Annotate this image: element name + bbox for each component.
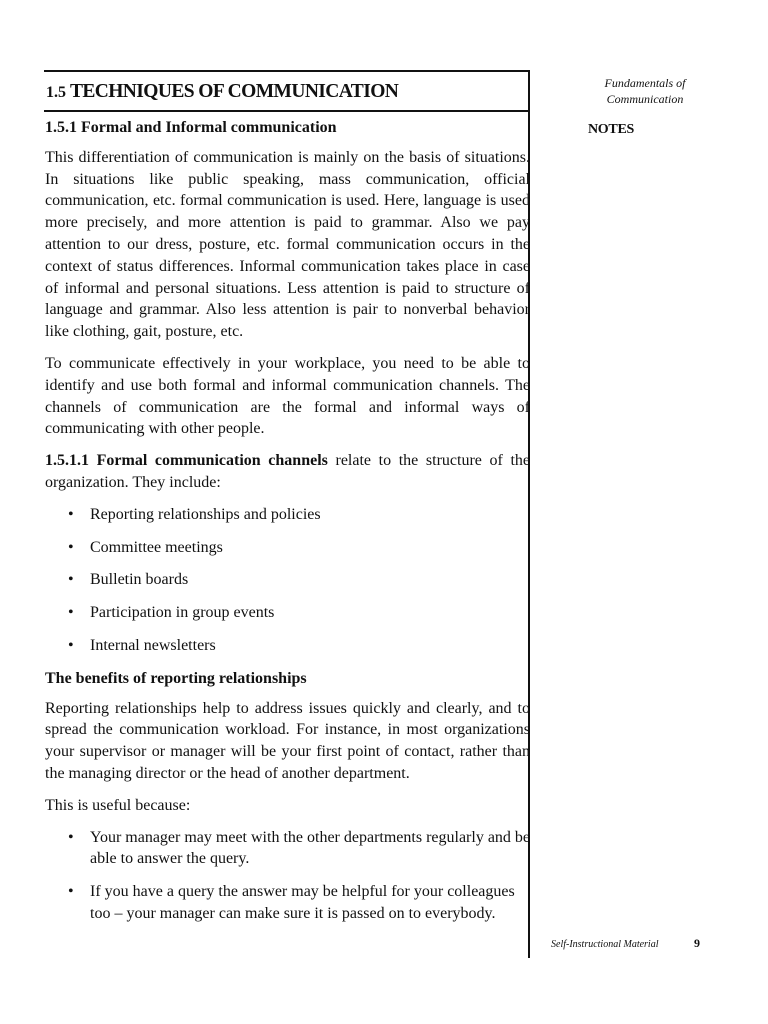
formal-channels-heading: 1.5.1.1 Formal communication channels [45, 452, 328, 470]
bullet-icon: • [68, 636, 74, 654]
list-item [45, 881, 530, 925]
subheading-formal-informal: 1.5.1 Formal and Informal communication [45, 119, 337, 136]
running-head-line-2: Communication [606, 92, 684, 106]
section-title-text: TECHNIQUES OF COMMUNICATION [69, 81, 399, 102]
paragraph-3 [45, 450, 530, 494]
formal-channels-list [45, 504, 530, 657]
benefits-list [45, 827, 530, 925]
notes-label: NOTES [588, 122, 634, 137]
paragraph-3-text: relate to the structure of the organization. They include: [45, 452, 530, 491]
bullet-icon: • [68, 538, 74, 556]
bullet-icon: • [68, 505, 74, 523]
list-item-text: Bulletin boards [90, 571, 189, 589]
list-item [45, 569, 530, 591]
running-head-line-1: Fundamentals of [604, 76, 686, 90]
list-item-text: Participation in group events [90, 604, 275, 622]
running-head [580, 75, 710, 107]
title-underline-rule [44, 110, 530, 112]
list-item-text: Reporting relationships and policies [90, 505, 321, 523]
list-item [45, 635, 530, 657]
list-item-text: Your manager may meet with the other departments regularly and be able to answer the query. [90, 828, 531, 868]
list-item-text: If you have a query the answer may be helpful for your colleagues too – your manager can make sure it is passed on to everybody. [90, 883, 515, 922]
paragraph-4: Reporting relationships help to address issues quickly and clearly, and to spread the communication workload. For instance, in most organizations your supervisor or manager will be your first point of contact, rather than the managing director or the head of another department. [45, 699, 530, 782]
list-item [45, 504, 530, 526]
list-item [45, 827, 530, 871]
bullet-icon: • [68, 571, 74, 589]
list-item-text: Committee meetings [90, 538, 223, 556]
list-item [45, 602, 530, 624]
list-item-text: Internal newsletters [90, 636, 216, 654]
section-title [46, 78, 526, 107]
section-number: 1.5 [46, 84, 66, 101]
paragraph-2: To communicate effectively in your workplace, you need to be able to identify and use both formal and informal communication channels. The channels of communication are the formal and informal ways of communicating with other people. [45, 354, 530, 438]
list-item [45, 537, 530, 559]
paragraph-5: This is useful because: [45, 796, 191, 814]
main-content [45, 113, 530, 936]
bullet-icon: • [68, 883, 74, 901]
footer-label: Self-Instructional Material [551, 939, 659, 950]
paragraph-1: This differentiation of communication is mainly on the basis of situations. In situations like public speaking, mass communication, official communication, etc. formal communication is used. Here, language is used more precisely, and more attention is paid to grammar. Also we pay attention to our dress, posture, etc. formal communication occurs in the context of status differences. Informal communication takes place in case of informal and personal situations. Less attention is paid to structure of language and grammar. Also less attention is pair to nonverbal behavior like clothing, gait, posture, etc. [45, 148, 530, 341]
bullet-icon: • [68, 828, 74, 846]
bullet-icon: • [68, 604, 74, 622]
top-rule [44, 70, 530, 72]
subheading-benefits: The benefits of reporting relationships [45, 669, 307, 687]
page-number: 9 [694, 936, 700, 950]
